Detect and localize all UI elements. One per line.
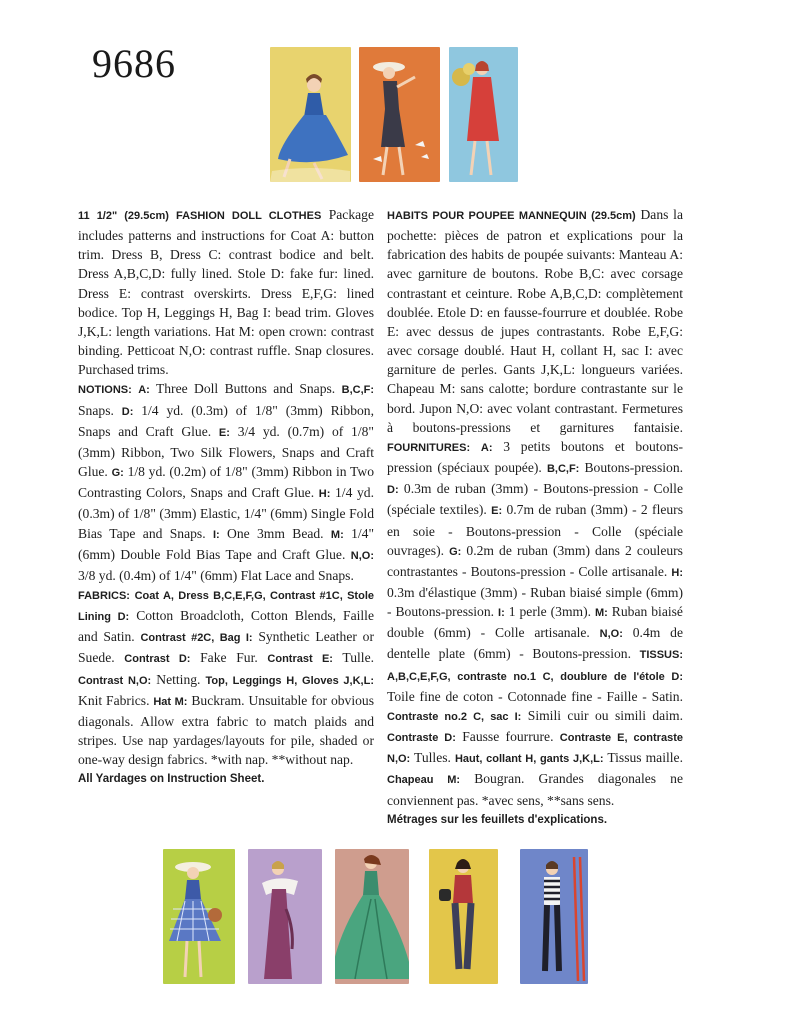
- english-yardage-note: All Yardages on Instruction Sheet.: [78, 773, 265, 786]
- fabric-text: Fake Fur.: [200, 650, 258, 666]
- notion-text: 0.4m de dentelle plate (6mm) - Boutons-pression.: [387, 625, 683, 662]
- illustration-top-leggings: [429, 849, 498, 984]
- english-title: 11 1/2" (29.5cm) FASHION DOLL CLOTHES: [78, 210, 322, 222]
- notion-text: 0.7m de ruban (3mm) - 2 fleurs en soie - Boutons-pression - Colle (spéciale ouvrages).: [387, 502, 684, 558]
- illustration-seated-doll: [270, 47, 351, 182]
- notion-label: D:: [121, 405, 134, 418]
- notion-label: E:: [491, 505, 503, 518]
- notion-text: Snaps.: [78, 402, 114, 418]
- english-fabrics-label: FABRICS:: [78, 589, 130, 602]
- notion-label: H:: [671, 566, 683, 579]
- french-yardage-note: Métrages sur les feuillets d'explications.: [387, 813, 608, 826]
- notion-label: A:: [480, 441, 493, 454]
- notion-label: B,C,F:: [546, 463, 580, 476]
- fabric-label: Contraste E, contraste N,O:: [387, 732, 683, 766]
- french-fabrics-label: TISSUS:: [639, 649, 683, 662]
- illustration-green-ballgown: [335, 849, 409, 984]
- notion-text: 1/4 yd. (0.3m) of 1/8" (3mm) Elastic, 1/4" (6mm) Single Fold Bias Tape and Snaps.: [78, 485, 374, 541]
- notion-text: Ruban biaisé double (6mm) - Colle artisanale.: [387, 604, 683, 641]
- gingham-doll-figure: [163, 849, 235, 984]
- fabric-label: Hat M:: [153, 695, 188, 708]
- fabric-text: Toile fine de coton - Cotonnade fine - Faille - Satin.: [387, 688, 683, 704]
- notion-label: A:: [138, 384, 150, 397]
- fabric-text: Simili cuir ou simili daim.: [527, 707, 683, 723]
- fabric-text: Fausse fourrure.: [462, 729, 554, 745]
- french-title: HABITS POUR POUPEE MANNEQUIN (29.5cm): [387, 210, 636, 222]
- illustration-gingham-dress: [163, 849, 235, 984]
- notion-label: G:: [449, 545, 462, 558]
- fabric-text: Synthetic Leather or Suede.: [78, 629, 374, 666]
- illustration-striped-top-skis: [520, 849, 588, 984]
- notion-text: 1/8 yd. (0.2m) of 1/8" (3mm) Ribbon in Two Contrasting Colors, Snaps and Craft Glue.: [78, 464, 375, 501]
- doves-doll-figure: [359, 47, 440, 182]
- fabric-text: Buckram. Unsuitable for obvious diagonals. Allow extra fabric to match plaids and stripes. Use nap yardages/layouts for pile, shaded or one-way design fabrics. *with nap. **without nap.: [78, 692, 375, 768]
- top-leggings-doll-figure: [429, 849, 498, 984]
- illustration-doll-red-coat: [449, 47, 518, 182]
- notion-text: 1/4 yd. (0.3m) of 1/8" (3mm) Ribbon, Snaps and Craft Glue.: [78, 402, 374, 439]
- fabric-text: Netting.: [156, 671, 201, 687]
- notion-text: 3/4 yd. (0.7m) of 1/8" (3mm) Ribbon, Two Silk Flowers, Snaps and Craft Glue.: [78, 423, 374, 480]
- notion-text: Three Doll Buttons and Snaps.: [155, 381, 336, 397]
- notion-label: I:: [498, 607, 505, 620]
- notion-label: H:: [318, 488, 331, 501]
- notion-label: M:: [330, 528, 344, 541]
- fabric-label: Haut, collant H, gants J,K,L:: [454, 753, 604, 766]
- french-notions-label: FOURNITURES:: [387, 441, 471, 454]
- notion-text: 3/8 yd. (0.4m) of 1/4" (6mm) Flat Lace and Snaps.: [78, 567, 354, 583]
- fabric-label: Contrast #2C, Bag I:: [140, 632, 253, 645]
- illustration-purple-gown: [248, 849, 322, 984]
- notion-label: I:: [212, 528, 220, 541]
- fabric-label: Chapeau M:: [387, 774, 461, 787]
- fabric-label: Coat A, Dress B,C,E,F,G, Contrast #1C, Stole Lining D:: [78, 589, 374, 624]
- fabric-label: A,B,C,E,F,G, contraste no.1 C, doublure de l'étole D:: [387, 670, 683, 683]
- notion-label: N,O:: [599, 628, 623, 641]
- green-ballgown-doll-figure: [335, 849, 409, 984]
- notion-text: 1 perle (3mm).: [508, 604, 592, 620]
- english-description: [78, 205, 374, 790]
- french-intro: Dans la pochette: pièces de patron et explications pour la fabrication des habits de poupée suivants: Manteau A: avec garniture de boutons. Robe B,C: avec corsage contrastant et ceinture. Robe A,B,C,D: complètement doublée. Etole D: en fausse-fourrure et doublée. Robe E: avec dessus de jupes contrastants. Robe E,F,G: avec corsage doublé. Haut H, collant H, sac I: avec garniture de perles. Gants J,K,L: longueurs variées. Chapeau M: sans calotte; bordure contrastante sur le bord. Jupon N,O: avec volant contrastant. Fermetures à boutons-pressions et garnitures fantaisie.: [387, 207, 683, 435]
- pattern-number: 9686: [92, 41, 176, 86]
- notion-label: D:: [387, 484, 399, 497]
- fabric-label: Contrast D:: [124, 653, 191, 666]
- fabric-label: Contrast N,O:: [78, 674, 152, 687]
- notion-label: N,O:: [350, 549, 374, 562]
- notion-label: G:: [111, 467, 124, 480]
- notion-text: 0.3m d'élastique (3mm) - Ruban biaisé simple (6mm) - Boutons-pression.: [387, 584, 683, 620]
- fabric-label: Top, Leggings H, Gloves J,K,L:: [205, 674, 374, 687]
- fabric-text: Tulle.: [342, 650, 374, 666]
- fabric-text: Tissus maille.: [607, 750, 683, 766]
- notion-label: M:: [595, 607, 608, 620]
- notion-text: One 3mm Bead.: [227, 525, 324, 541]
- notion-label: E:: [218, 426, 230, 439]
- notion-text: 1/4" (6mm) Double Fold Bias Tape and Craft Glue.: [78, 525, 374, 562]
- english-notions-label: NOTIONS:: [78, 384, 132, 397]
- fabric-text: Bougran. Grandes diagonales ne conviennent pas. *avec sens, **sans sens.: [387, 771, 684, 808]
- fabric-text: Tulles.: [414, 750, 451, 766]
- french-description: [387, 205, 683, 830]
- fabric-label: Contraste D:: [387, 732, 456, 745]
- red-coat-doll-figure: [449, 47, 518, 182]
- purple-gown-doll-figure: [248, 849, 322, 984]
- notion-text: 0.3m de ruban (3mm) - Boutons-pression - Colle (spéciale textiles).: [387, 481, 683, 518]
- notion-label: B,C,F:: [341, 384, 375, 397]
- notion-text: 3 petits boutons et boutons-pression (spéciaux poupée).: [387, 438, 683, 476]
- notion-text: Boutons-pression.: [584, 460, 684, 476]
- english-intro: Package includes patterns and instructions for Coat A: button trim. Dress B, Dress C: contrast bodice and belt. Dress A,B,C,D: fully lined. Stole D: fake fur: lined. Dress E: contrast overskirts. Dress E,F,G: lined bodice. Top H, Leggings H, Bag I: bead trim. Gloves J,K,L: length variations. Hat M: open crown: contrast binding. Petticoat N,O: contrast ruffle. Snap closures. Purchased trims.: [78, 207, 374, 378]
- fabric-label: Contrast E:: [267, 653, 333, 666]
- notion-text: 0.2m de ruban (3mm) dans 2 couleurs contrastantes - Boutons-pression - Colle artisanale.: [387, 542, 683, 579]
- fabric-text: Knit Fabrics.: [78, 692, 150, 708]
- illustration-doll-with-doves: [359, 47, 440, 182]
- fabric-text: Cotton Broadcloth, Cotton Blends, Faille and Satin.: [78, 608, 374, 645]
- fabric-label: Contraste no.2 C, sac I:: [387, 710, 522, 723]
- seated-doll-figure: [270, 47, 351, 182]
- striped-top-doll-figure: [520, 849, 588, 984]
